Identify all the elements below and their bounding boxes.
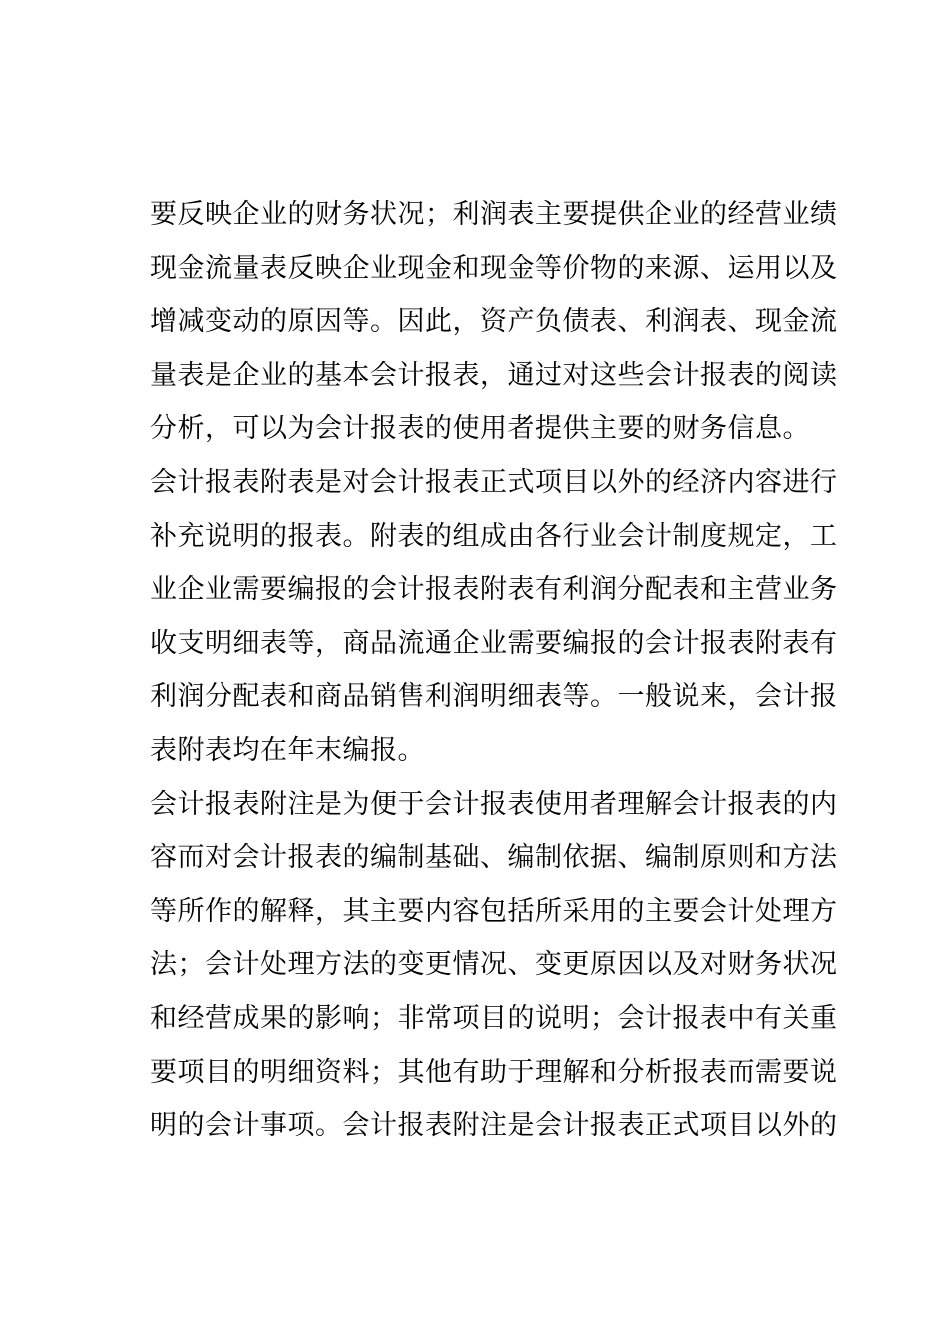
text-line: 增减变动的原因等。因此，资产负债表、利润表、现金流 — [150, 306, 838, 338]
body-text — [150, 188, 838, 1153]
text-line: 要反映企业的财务状况；利润表主要提供企业的经营业绩 — [150, 199, 838, 230]
text-line: 量表是企业的基本会计报表，通过对这些会计报表的阅读 — [150, 359, 838, 391]
text-line: 会计报表附注是为便于会计报表使用者理解会计报表的内 — [150, 788, 838, 820]
text-line: 会计报表附表是对会计报表正式项目以外的经济内容进行 — [150, 466, 838, 498]
text-line: 法；会计处理方法的变更情况、变更原因以及对财务状况 — [150, 949, 838, 981]
text-line: 补充说明的报表。附表的组成由各行业会计制度规定，工 — [150, 520, 838, 552]
text-line: 利润分配表和商品销售利润明细表等。一般说来，会计报 — [150, 681, 838, 713]
text-line: 分析，可以为会计报表的使用者提供主要的财务信息。 — [150, 413, 810, 445]
text-line: 业企业需要编报的会计报表附表有利润分配表和主营业务 — [150, 574, 838, 606]
text-line: 和经营成果的影响；非常项目的说明；会计报表中有关重 — [150, 1002, 838, 1034]
text-line: 表附表均在年末编报。 — [150, 734, 425, 766]
text-line: 收支明细表等，商品流通企业需要编报的会计报表附表有 — [150, 627, 838, 659]
text-line: 明的会计事项。会计报表附注是会计报表正式项目以外的 — [150, 1110, 838, 1142]
text-line: 要项目的明细资料；其他有助于理解和分析报表而需要说 — [150, 1056, 838, 1088]
text-line: 等所作的解释，其主要内容包括所采用的主要会计处理方 — [150, 895, 838, 927]
text-line: 容而对会计报表的编制基础、编制依据、编制原则和方法 — [150, 842, 838, 874]
text-line: 现金流量表反映企业现金和现金等价物的来源、运用以及 — [150, 252, 838, 284]
